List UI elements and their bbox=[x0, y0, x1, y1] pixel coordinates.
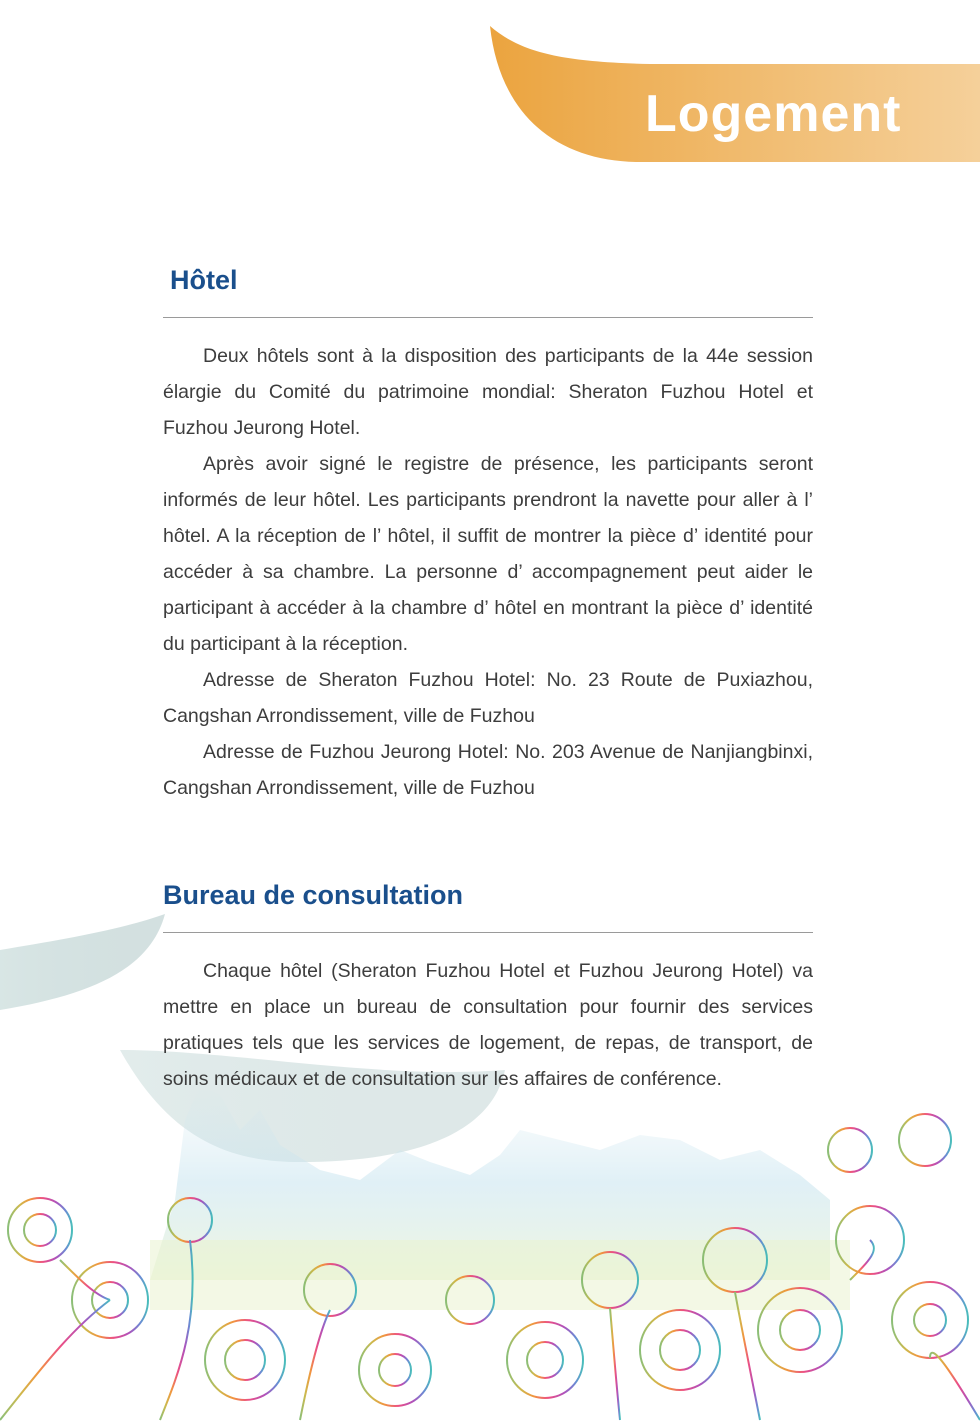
paragraph: Adresse de Sheraton Fuzhou Hotel: No. 23 Route de Puxiazhou, Cangshan Arrondissement, ville de Fuzhou bbox=[163, 669, 813, 727]
section-body-bureau bbox=[163, 953, 813, 1097]
section-divider bbox=[163, 317, 813, 318]
page-title: Logement bbox=[645, 85, 902, 143]
section-divider bbox=[163, 932, 813, 933]
section-body-hotel bbox=[163, 338, 813, 806]
section-heading-bureau: Bureau de consultation bbox=[163, 880, 464, 910]
section-heading-hotel: Hôtel bbox=[170, 265, 238, 295]
paragraph: Adresse de Fuzhou Jeurong Hotel: No. 203 Avenue de Nanjiangbinxi, Cangshan Arrondissement, ville de Fuzhou bbox=[163, 741, 813, 799]
paragraph: Deux hôtels sont à la disposition des participants de la 44e session élargie du Comité du patrimoine mondial: Sheraton Fuzhou Hotel et Fuzhou Jeurong Hotel. bbox=[163, 345, 813, 439]
paragraph: Chaque hôtel (Sheraton Fuzhou Hotel et Fuzhou Jeurong Hotel) va mettre en place un bureau de consultation pour fournir des services pratiques tels que les services de logement, de repas, de transport, de soins médicaux et de consultation sur les affaires de conférence. bbox=[163, 960, 813, 1090]
paragraph: Après avoir signé le registre de présence, les participants seront informés de leur hôtel. Les participants prendront la navette pour aller à l’ hôtel. A la réception de l’ hôtel, il suffit de montrer la pièce d’ identité pour accéder à sa chambre. La personne d’ accompagnement peut aider le participant à accéder à la chambre d’ hôtel en montrant la pièce d’ identité du participant à la réception. bbox=[163, 453, 813, 655]
